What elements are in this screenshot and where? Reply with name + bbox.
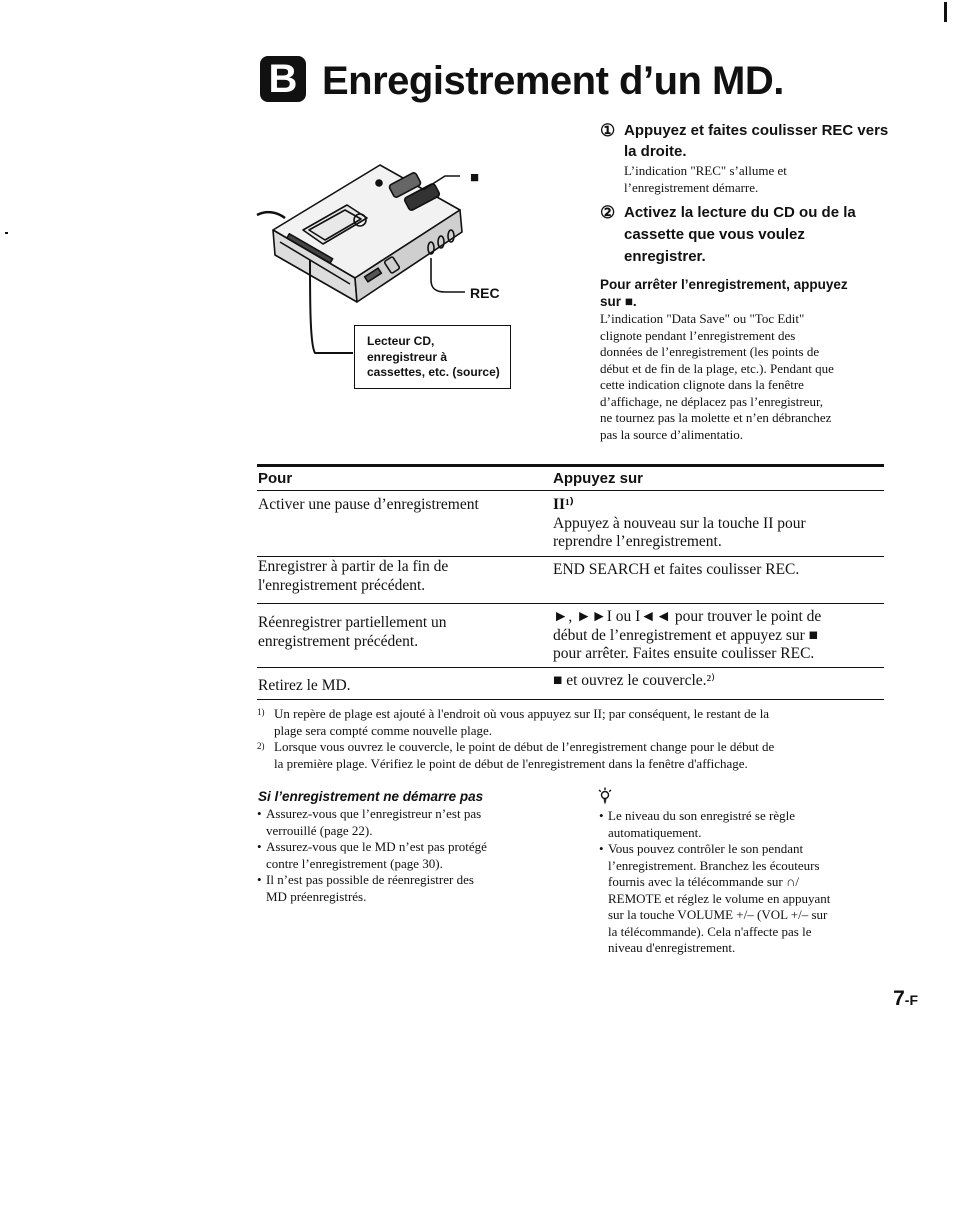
stop-note-title: Pour arrêter l’enregistrement, appuyez: [600, 277, 848, 292]
table-row-4-action: [258, 677, 351, 696]
step-text: la droite.: [624, 143, 687, 160]
list-item-line: • Vous pouvez contrôler le son pendant: [608, 841, 804, 856]
footnote-mark: 2): [257, 741, 265, 751]
footnote-line: Un repère de plage est ajouté à l'endroit où vous appuyez sur II; par conséquent, le restant de la: [274, 706, 770, 721]
cell-line: pour arrêter. Faites ensuite coulisser REC.: [553, 645, 815, 662]
table-row-3-press: [553, 608, 821, 664]
step-detail: l’enregistrement démarre.: [624, 179, 759, 195]
cell-line: Réenregistrer partiellement un: [258, 614, 447, 631]
cell-line: Activer une pause d’enregistrement: [258, 496, 479, 513]
table-row-2-press: [553, 561, 799, 580]
footnote-2: [274, 739, 774, 772]
list-item-line: • Assurez-vous que l’enregistreur n’est pas: [266, 806, 482, 821]
cell-line: enregistrement précédent.: [258, 632, 419, 650]
list-item-line: • Il n’est pas possible de réenregistrer des: [266, 872, 474, 887]
table-row-3-action: [258, 614, 447, 651]
footnote-line: Lorsque vous ouvrez le couvercle, le point de début de l’enregistrement change pour le début de: [274, 739, 775, 754]
list-item: [257, 806, 547, 839]
list-item-line: MD préenregistrés.: [266, 888, 367, 904]
cell-line: reprendre l’enregistrement.: [553, 533, 722, 550]
tips-list: [599, 808, 889, 957]
footnote-mark: 1): [257, 707, 265, 717]
source-box-line: cassettes, etc. (source): [367, 365, 500, 379]
page-number: [893, 986, 918, 1013]
stop-note-title: sur ■.: [600, 294, 637, 309]
table-top-rule: [257, 464, 884, 467]
list-item: [599, 808, 889, 841]
stop-note-line: cette indication clignote dans la fenêtre: [600, 377, 804, 392]
stop-note-line: clignote pendant l’enregistrement des: [600, 327, 796, 343]
cell-line: Retirez le MD.: [258, 677, 351, 694]
list-item-line: fournis avec la télécommande sur ∩/: [608, 874, 799, 889]
cell-line: END SEARCH et faites coulisser REC.: [553, 561, 800, 578]
cell-line: ►, ►►I ou I◄◄ pour trouver le point de: [553, 608, 822, 625]
footnote-line: plage sera compté comme nouvelle plage.: [274, 722, 493, 738]
lightbulb-icon: [597, 787, 613, 805]
list-item: [257, 872, 547, 905]
stop-note: [600, 276, 900, 443]
table-row-rule: [257, 667, 884, 668]
cell-line: l'enregistrement précédent.: [258, 576, 426, 594]
table-row-rule: [257, 603, 884, 604]
stop-note-line: données de l’enregistrement (les points de: [600, 344, 820, 359]
list-item: [257, 839, 547, 872]
step-text: cassette que vous voulez: [624, 226, 805, 243]
step-number: ②: [600, 203, 616, 222]
stop-note-line: ne tournez pas la molette et n’en débranchez: [600, 410, 832, 425]
stop-note-line: d’affichage, ne déplacez pas l’enregistreur,: [600, 393, 824, 409]
step-number: ①: [600, 121, 616, 140]
table-header-appuyez: Appuyez sur: [553, 470, 644, 487]
footnote-line: la première plage. Vérifiez le point de début de l'enregistrement dans la fenêtre d'affichage.: [274, 755, 748, 771]
list-item-line: l’enregistrement. Branchez les écouteurs: [608, 857, 820, 873]
list-item-line: niveau d'enregistrement.: [608, 940, 736, 955]
cell-line: début de l’enregistrement et appuyez sur ■: [553, 626, 819, 644]
troubleshoot-title: Si l’enregistrement ne démarre pas: [258, 789, 484, 804]
page-number-suffix: -F: [904, 992, 918, 1008]
source-box: [354, 325, 511, 389]
stop-note-line: L’indication "Data Save" ou "Toc Edit": [600, 311, 805, 326]
list-item-line: verrouillé (page 22).: [266, 822, 373, 838]
list-item-line: sur la touche VOLUME +/– (VOL +/– sur: [608, 907, 828, 922]
page-number-value: 7: [893, 987, 905, 1010]
step-text: enregistrer.: [624, 248, 706, 265]
stop-note-line: pas la source d’alimentatio.: [600, 426, 743, 442]
troubleshoot-list: [257, 806, 547, 905]
cell-line: ■ et ouvrez le couvercle.²⁾: [553, 672, 715, 689]
rec-callout: REC: [470, 285, 500, 301]
stop-note-line: début et de fin de la plage, etc.). Pendant que: [600, 360, 834, 376]
table-header-rule: [257, 490, 884, 491]
table-row-2-action: [258, 558, 448, 595]
section-badge: B: [260, 56, 306, 102]
step-text: Appuyez et faites coulisser REC vers: [624, 122, 889, 139]
table-row-1-press: [553, 496, 806, 552]
list-item-line: • Le niveau du son enregistré se règle: [608, 808, 795, 823]
footnote-1: [274, 706, 769, 739]
table-bottom-rule: [257, 699, 884, 700]
cell-line: Enregistrer à partir de la fin de: [258, 558, 449, 575]
source-box-line: enregistreur à: [367, 349, 448, 364]
table-header-pour: Pour: [258, 470, 293, 487]
list-item-line: contre l’enregistrement (page 30).: [266, 855, 443, 871]
step-text: Activez la lecture du CD ou de la: [624, 204, 856, 221]
cell-line: Appuyez à nouveau sur la touche II pour: [553, 514, 806, 532]
table-row-4-press: [553, 672, 715, 691]
page-title: Enregistrement d’un MD.: [322, 59, 784, 103]
margin-mark-left: [5, 232, 8, 234]
table-row-1-action: [258, 496, 479, 515]
list-item-line: REMOTE et réglez le volume en appuyant: [608, 890, 831, 906]
source-box-line: Lecteur CD,: [367, 334, 435, 348]
step-1: [600, 120, 900, 196]
step-2: [600, 202, 900, 268]
margin-mark-top-right: [944, 2, 947, 22]
cell-line: II¹⁾: [553, 496, 574, 513]
list-item: [599, 841, 889, 957]
stop-note-body: [600, 311, 900, 443]
list-item-line: • Assurez-vous que le MD n’est pas protégé: [266, 839, 487, 854]
list-item-line: automatiquement.: [608, 824, 702, 840]
list-item-line: la télécommande). Cela n'affecte pas le: [608, 923, 812, 939]
stop-button-callout: ■: [470, 169, 480, 186]
table-row-rule: [257, 556, 884, 557]
step-detail: L’indication "REC" s’allume et: [624, 163, 787, 178]
